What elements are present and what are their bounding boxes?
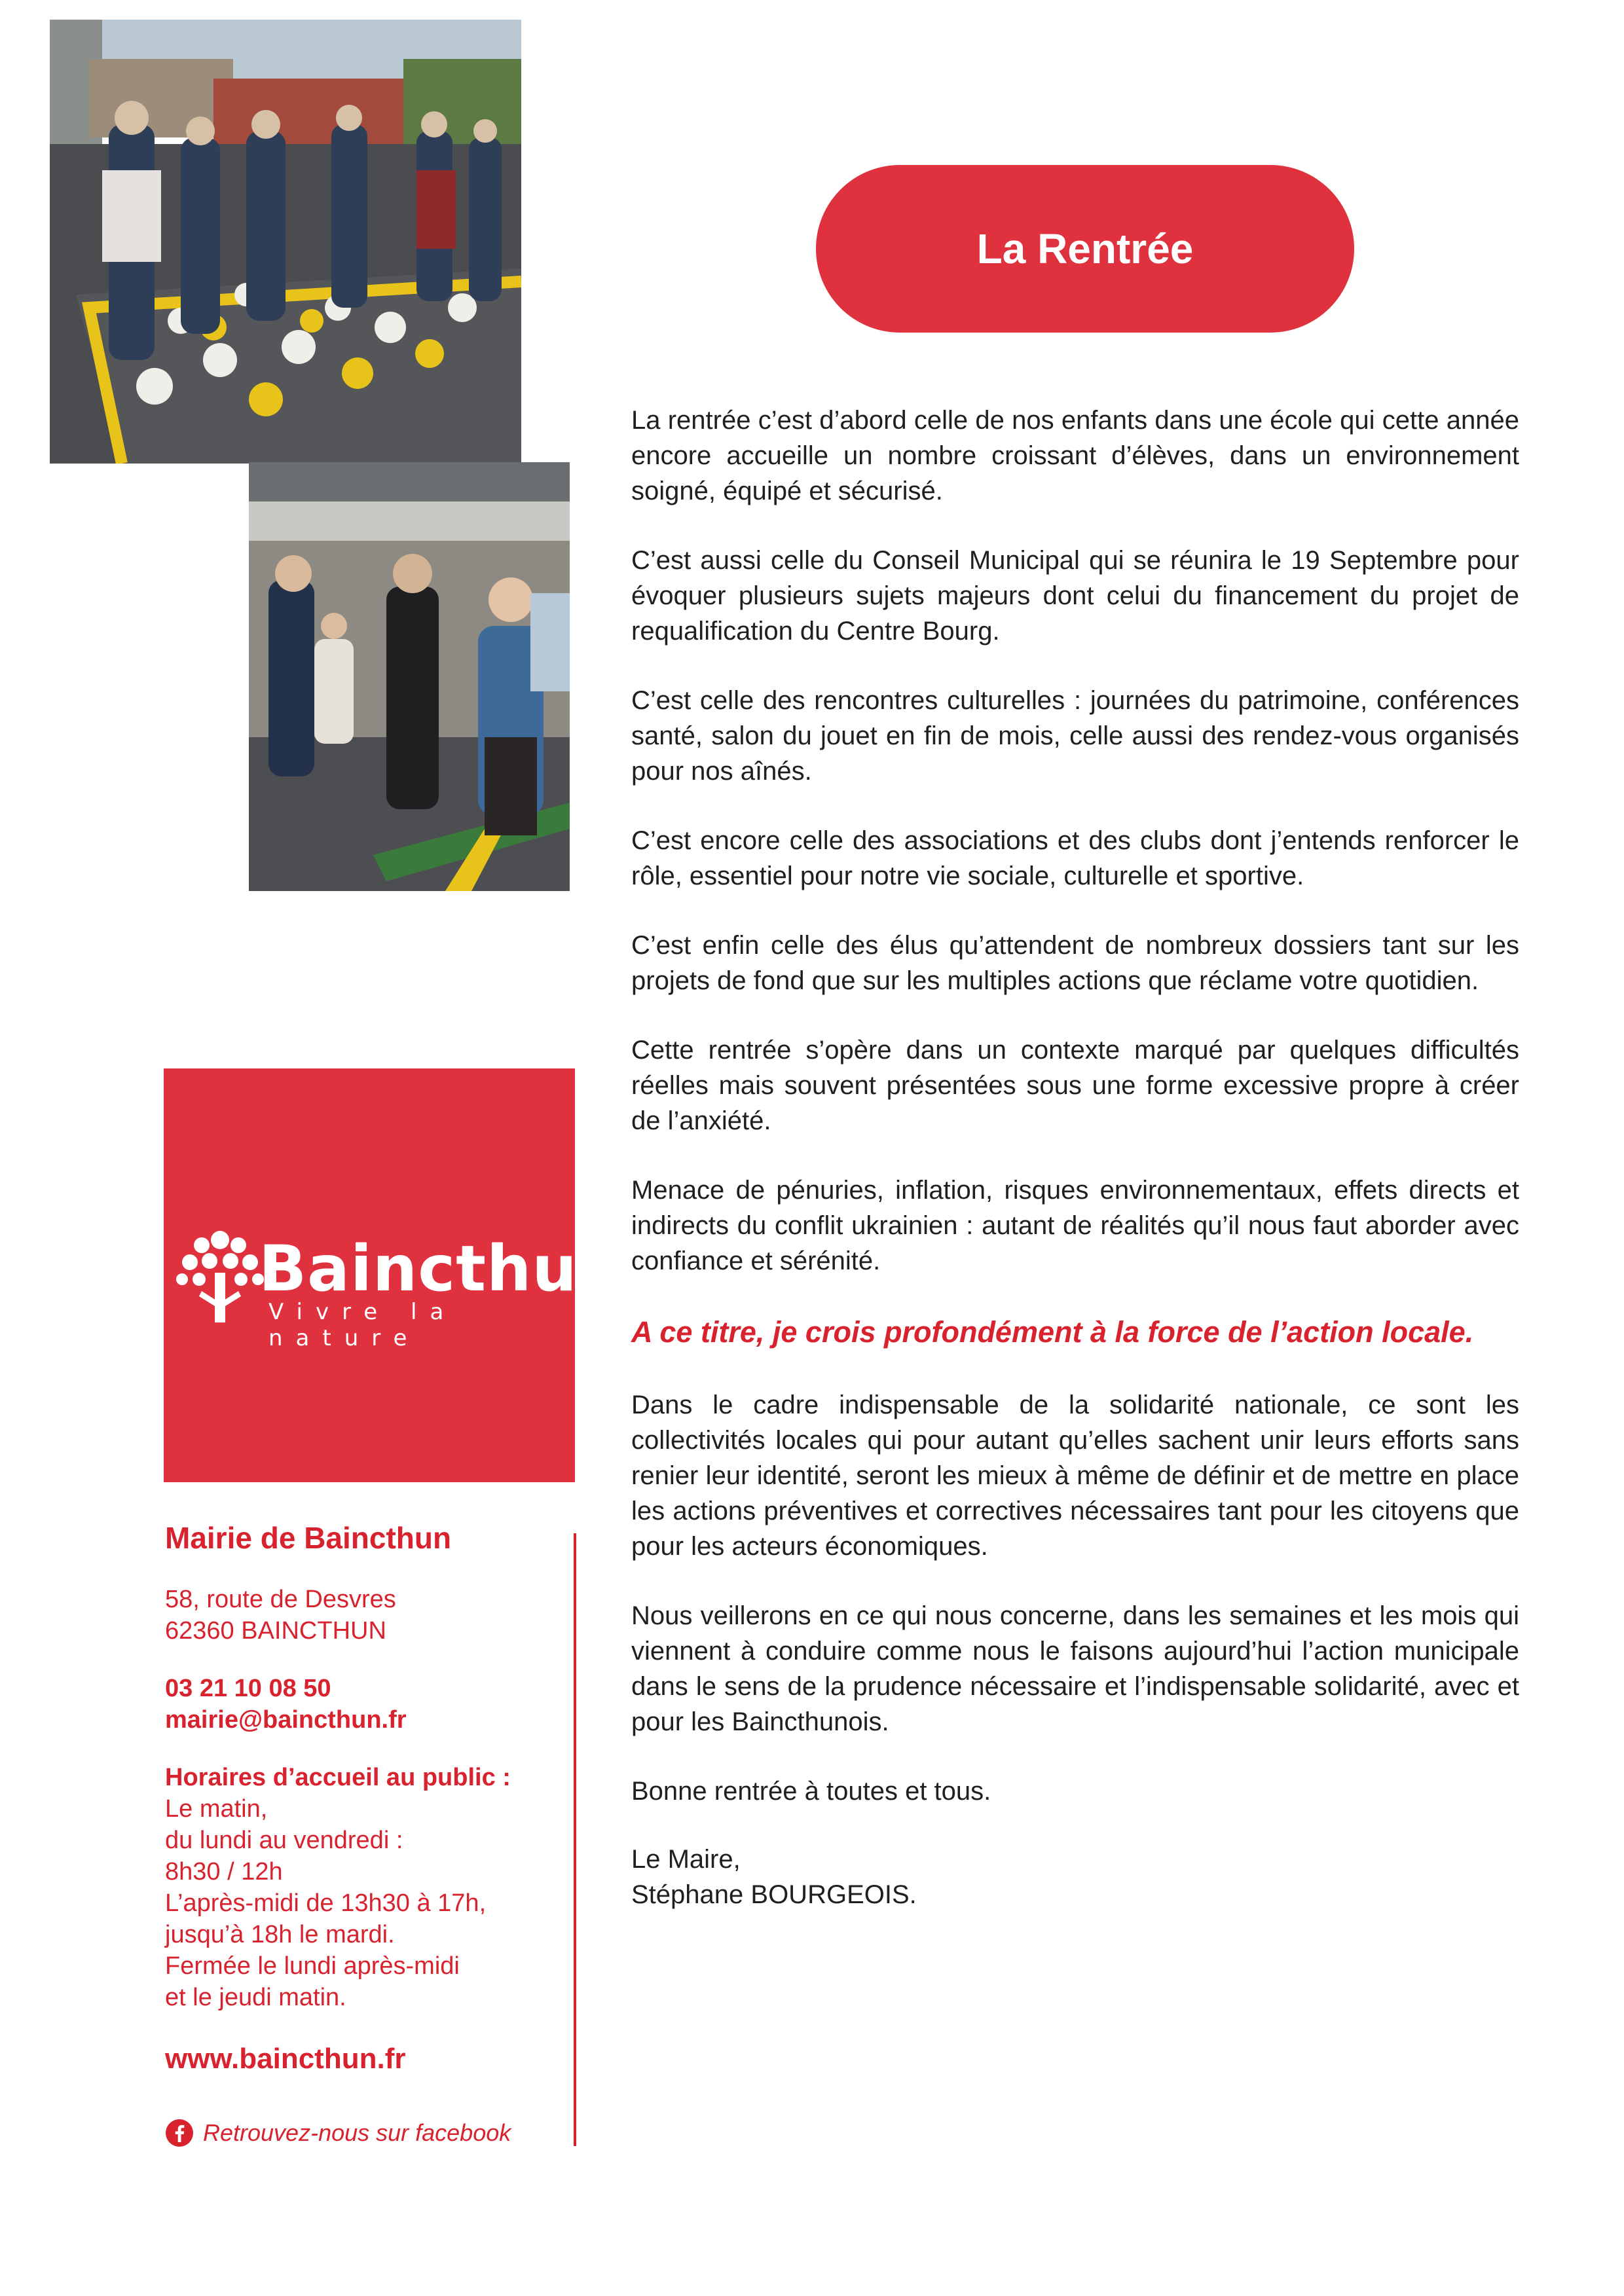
paragraph: C’est celle des rencontres culturelles : journées du patrimoine, conférences santé, salon du jouet en fin de mois, celle aussi des rendez-vous organisés pour nos aînés. bbox=[631, 686, 1519, 786]
paragraph: La rentrée c’est d’abord celle de nos enfants dans une école qui cette année encore accueille un nombre croissant d’élèves, dans un environnement soigné, équipé et sécurisé. bbox=[631, 406, 1519, 505]
facebook-link[interactable] bbox=[165, 2119, 511, 2147]
facebook-icon bbox=[165, 2119, 194, 2147]
address-line: 58, route de Desvres bbox=[165, 1586, 396, 1613]
paragraph: C’est aussi celle du Conseil Municipal qui se réunira le 19 Septembre pour évoquer plusieurs sujets majeurs dont celui du financement du projet de requalification du Centre Bourg. bbox=[631, 546, 1519, 646]
editorial-text bbox=[631, 403, 1519, 1912]
hours-title: Horaires d’accueil au public : bbox=[165, 1764, 511, 1791]
logo-tagline: Vivre la nature bbox=[268, 1299, 457, 1351]
hours-line: et le jeudi matin. bbox=[165, 1984, 346, 2011]
paragraph: C’est encore celle des associations et des clubs dont j’entends renforcer le rôle, essentiel pour notre vie sociale, culturelle et sportive. bbox=[631, 826, 1519, 890]
email-link[interactable]: mairie@baincthun.fr bbox=[165, 1706, 407, 1734]
parents-photo bbox=[249, 462, 570, 891]
closing-line: Bonne rentrée à toutes et tous. bbox=[631, 1777, 991, 1806]
logo-wordmark: Baincthun bbox=[259, 1232, 623, 1305]
page-title: La Rentrée bbox=[816, 165, 1354, 333]
contact-title: Mairie de Baincthun bbox=[165, 1521, 452, 1555]
paragraph: Cette rentrée s’opère dans un contexte marqué par quelques difficultés réelles mais souvent présentées sous une forme excessive propre à créer de l’anxiété. bbox=[631, 1036, 1519, 1135]
hours-line: L’après-midi de 13h30 à 17h, bbox=[165, 1889, 487, 1917]
paragraph: Menace de pénuries, inflation, risques environnementaux, effets directs et indirects du conflit ukrainien : autant de réalités qu’il nous faut aborder avec confiance et sérénité. bbox=[631, 1176, 1519, 1275]
hours-line: Fermée le lundi après-midi bbox=[165, 1952, 460, 1980]
address-line: 62360 BAINCTHUN bbox=[165, 1617, 386, 1645]
facebook-label: Retrouvez-nous sur facebook bbox=[203, 2119, 511, 2146]
website-link[interactable]: www.baincthun.fr bbox=[165, 2043, 406, 2075]
paragraph: C’est enfin celle des élus qu’attendent de nombreux dossiers tant sur les projets de fond que sur les multiples actions que réclame votre quotidien. bbox=[631, 931, 1519, 995]
paragraph: Dans le cadre indispensable de la solidarité nationale, ce sont les collectivités locales qui pour autant qu’elles sachent unir leurs efforts sans renier leur identité, seront les mieux à même de définir et de mettre en place les actions préventives et correctives nécessaires tant pour les citoyens que pour les acteurs économiques. bbox=[631, 1391, 1519, 1561]
hours-line: jusqu’à 18h le mardi. bbox=[165, 1921, 395, 1948]
signature-name: Stéphane BOURGEOIS. bbox=[631, 1880, 917, 1909]
highlight-quote: A ce titre, je crois profondément à la force de l’action locale. bbox=[631, 1315, 1474, 1349]
logo-panel bbox=[164, 1068, 623, 1482]
phone-number[interactable]: 03 21 10 08 50 bbox=[165, 1675, 331, 1702]
tree-icon bbox=[175, 1226, 265, 1322]
contact-divider bbox=[574, 1533, 576, 2146]
hours-line: Le matin, bbox=[165, 1795, 268, 1823]
schoolyard-photo bbox=[50, 20, 521, 464]
paragraph: Nous veillerons en ce qui nous concerne, dans les semaines et les mois qui viennent à conduire comme nous le faisons aujourd’hui l’action municipale dans le sens de la prudence nécessaire et l’indispensable solidarité, avec et pour les Baincthunois. bbox=[631, 1601, 1519, 1736]
signature-role: Le Maire, bbox=[631, 1845, 741, 1874]
hours-line: 8h30 / 12h bbox=[165, 1858, 283, 1886]
hours-line: du lundi au vendredi : bbox=[165, 1827, 403, 1854]
